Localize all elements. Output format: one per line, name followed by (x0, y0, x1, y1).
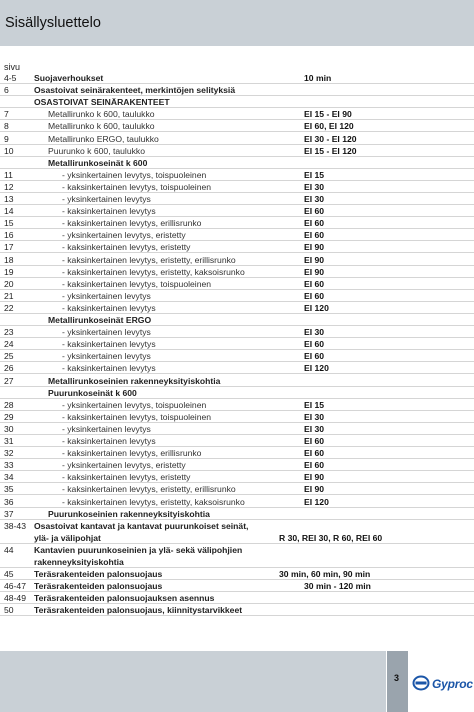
toc-page-number: 48-49 (4, 593, 26, 604)
toc-entry-rating: EI 30 (304, 423, 325, 434)
toc-row (0, 278, 474, 290)
toc-row (0, 362, 474, 374)
toc-row (0, 423, 474, 435)
toc-page-number: 44 (4, 544, 14, 555)
toc-row (0, 266, 474, 278)
toc-entry-title: - kaksinkertainen levytys, erillisrunko (62, 448, 202, 459)
toc-entry-rating: EI 60 (304, 460, 325, 471)
toc-entry-title: - kaksinkertainen levytys, eristetty, kaksoisrunko (62, 266, 245, 277)
toc-page-number: 36 (4, 496, 14, 507)
toc-entry-rating: EI 60 (304, 230, 325, 241)
toc-entry-title: - yksinkertainen levytys (62, 423, 151, 434)
toc-entry-rating: EI 15 (304, 169, 325, 180)
toc-page-number: 13 (4, 194, 14, 204)
page-title: Sisällysluettelo (5, 15, 101, 31)
toc-page-number: 21 (4, 290, 14, 301)
toc-page-number: 33 (4, 460, 14, 471)
toc-entry-title: - yksinkertainen levytys (62, 194, 151, 204)
toc-row (0, 205, 474, 217)
toc-entry-title: Metallirunko ERGO, taulukko (48, 133, 159, 144)
toc-entry-title: - yksinkertainen levytys, eristetty (62, 460, 186, 471)
toc-page-number: 11 (4, 169, 13, 180)
brand-logo (410, 651, 474, 712)
toc-entry-title: - yksinkertainen levytys, toispuoleinen (62, 169, 207, 180)
toc-page-number: 17 (4, 242, 14, 253)
toc-row (0, 193, 474, 205)
toc-entry-title: Metallirunkoseinät ERGO (48, 315, 152, 325)
toc-row (0, 532, 474, 544)
toc-entry-title: Metallirunkoseinät k 600 (48, 157, 148, 168)
toc-row (0, 471, 474, 483)
toc-page-number: 19 (4, 266, 14, 277)
toc-entry-title: - kaksinkertainen levytys (62, 206, 156, 217)
toc-entry-rating: EI 90 (304, 254, 325, 265)
toc-entry-title: - kaksinkertainen levytys, toispuoleinen (62, 411, 212, 422)
toc-page-number: 15 (4, 218, 14, 229)
toc-entry-rating: EI 15 - EI 120 (304, 145, 357, 156)
page-number: 3 (394, 673, 400, 683)
toc-row (0, 108, 474, 120)
toc-page-number: 4-5 (4, 73, 17, 83)
toc-page-number: 16 (4, 230, 14, 241)
toc-entry-rating: EI 60 (304, 351, 325, 362)
toc-entry-rating: EI 30 (304, 411, 325, 422)
toc-entry-title: Puurunkoseinien rakenneyksityiskohtia (48, 508, 210, 519)
toc-entry-rating: EI 120 (304, 302, 329, 313)
toc-row (0, 568, 474, 580)
toc-page-number: 26 (4, 363, 14, 374)
toc-entry-rating: EI 60 (304, 448, 325, 459)
toc-entry-rating: EI 90 (304, 266, 325, 277)
toc-entry-title: Puurunko k 600, taulukko (48, 145, 145, 156)
toc-entry-title: Suojaverhoukset (34, 73, 104, 83)
toc-page-number: 8 (4, 121, 9, 132)
toc-page-number: 50 (4, 605, 14, 616)
toc-page-number: 24 (4, 339, 14, 350)
toc-row (0, 604, 474, 616)
toc-row (0, 72, 474, 84)
header-bar (0, 0, 474, 46)
toc-row (0, 399, 474, 411)
toc-entry-rating: EI 90 (304, 472, 325, 483)
toc-entry-title: Kantavien puurunkoseinien ja ylä- sekä välipohjien (34, 544, 243, 555)
toc-row (0, 302, 474, 314)
toc-entry-title: - yksinkertainen levytys, eristetty (62, 230, 186, 241)
toc-row (0, 157, 474, 169)
toc-entry-title: - yksinkertainen levytys (62, 290, 151, 301)
toc-row (0, 84, 474, 96)
toc-row (0, 544, 474, 556)
toc-entry-title: rakenneyksityiskohtia (34, 557, 124, 567)
toc-page-number: 27 (4, 375, 14, 386)
toc-entry-rating: EI 60 (304, 436, 325, 446)
toc-row (0, 314, 474, 326)
toc-entry-rating: 30 min, 60 min, 90 min (279, 569, 371, 580)
toc-entry-rating: EI 30 (304, 181, 325, 192)
toc-page-number: 45 (4, 569, 14, 580)
toc-row (0, 496, 474, 508)
toc-page-number: 25 (4, 351, 14, 362)
toc-entry-title: - kaksinkertainen levytys, eristetty (62, 472, 191, 483)
toc-row (0, 217, 474, 229)
toc-entry-title: Osastoivat kantavat ja kantavat puurunkoiset seinät, (34, 520, 249, 531)
toc-entry-title: - kaksinkertainen levytys, erillisrunko (62, 218, 202, 229)
toc-entry-rating: EI 120 (304, 496, 329, 507)
toc-page-number: 31 (4, 436, 14, 446)
toc-page-number: 12 (4, 181, 14, 192)
toc-row (0, 387, 474, 399)
toc-row (0, 592, 474, 604)
toc-page-number: 18 (4, 254, 14, 265)
toc-row (0, 411, 474, 423)
toc-entry-title: - kaksinkertainen levytys, toispuoleinen (62, 181, 212, 192)
toc-row (0, 483, 474, 495)
toc-page-number: 6 (4, 85, 9, 96)
toc-row (0, 181, 474, 193)
toc-entry-title: Teräsrakenteiden palonsuojauksen asennus (34, 593, 215, 604)
toc-entry-title: Osastoivat seinärakenteet, merkintöjen selityksiä (34, 85, 236, 96)
toc-entry-title: - kaksinkertainen levytys (62, 302, 156, 313)
toc-page-number: 28 (4, 399, 14, 410)
toc-entry-rating: EI 30 (304, 194, 325, 204)
toc-page-number: 23 (4, 327, 14, 338)
toc-row (0, 229, 474, 241)
toc-row (0, 435, 474, 447)
toc-row (0, 459, 474, 471)
toc-page-number: 10 (4, 145, 14, 156)
toc-entry-title: - kaksinkertainen levytys, eristetty (62, 242, 191, 253)
toc-entry-rating: 30 min - 120 min (304, 581, 371, 592)
toc-entry-title: - yksinkertainen levytys (62, 327, 151, 338)
toc-entry-rating: EI 90 (304, 242, 325, 253)
page-number-badge (387, 651, 408, 712)
toc-entry-title: - yksinkertainen levytys (62, 351, 151, 362)
toc-page-number: 35 (4, 484, 14, 495)
toc-entry-rating: EI 15 (304, 399, 325, 410)
toc-page-number: 30 (4, 423, 14, 434)
toc-entry-title: - kaksinkertainen levytys, toispuoleinen (62, 278, 212, 289)
toc-entry-title: Metallirunko k 600, taulukko (48, 109, 155, 120)
toc-entry-title: - kaksinkertainen levytys (62, 363, 156, 374)
toc-page-number: 38-43 (4, 520, 26, 531)
logo-emblem-icon (412, 675, 430, 691)
toc-entry-title: Teräsrakenteiden palonsuojaus, kiinnitystarvikkeet (34, 605, 243, 616)
toc-entry-title: ylä- ja välipohjat (34, 532, 101, 543)
toc-page-number: 46-47 (4, 581, 26, 592)
toc-row (0, 580, 474, 592)
toc-page-number: 29 (4, 411, 14, 422)
toc-entry-title: Metallirunkoseinien rakenneyksityiskohtia (48, 375, 221, 386)
page-column-label: sivu (4, 62, 21, 72)
toc-entry-title: - kaksinkertainen levytys, eristetty, erillisrunko (62, 254, 236, 265)
brand-name: Gyproc (432, 677, 473, 691)
toc-row (0, 120, 474, 132)
toc-row (0, 508, 474, 520)
toc-entry-rating: 10 min (304, 73, 332, 83)
toc-entry-rating: EI 30 (304, 327, 325, 338)
footer-bar (0, 651, 386, 712)
toc-page-number: 14 (4, 206, 14, 217)
toc-entry-title: - kaksinkertainen levytys, eristetty, erillisrunko (62, 484, 236, 495)
toc-entry-rating: EI 90 (304, 484, 325, 495)
toc-entry-rating: EI 60 (304, 339, 325, 350)
toc-page-number: 37 (4, 508, 14, 519)
toc-row (0, 254, 474, 266)
toc-entry-rating: EI 60 (304, 218, 325, 229)
toc-entry-title: - yksinkertainen levytys, toispuoleinen (62, 399, 207, 410)
toc-entry-title: Teräsrakenteiden palonsuojaus (34, 569, 163, 580)
toc-row (0, 447, 474, 459)
toc-row (0, 145, 474, 157)
toc-page-number: 34 (4, 472, 14, 483)
toc-row (0, 338, 474, 350)
toc-entry-title: OSASTOIVAT SEINÄRAKENTEET (34, 97, 170, 108)
toc-row (0, 375, 474, 387)
toc-entry-title: - kaksinkertainen levytys (62, 339, 156, 350)
toc-page-number: 22 (4, 302, 14, 313)
toc-page-number: 32 (4, 448, 14, 459)
toc-entry-title: - kaksinkertainen levytys, eristetty, kaksoisrunko (62, 496, 245, 507)
toc-row (0, 133, 474, 145)
toc-row (0, 169, 474, 181)
toc-row (0, 241, 474, 253)
toc-page-number: 9 (4, 133, 9, 144)
toc-entry-rating: R 30, REI 30, R 60, REI 60 (279, 532, 383, 543)
toc-entry-title: Teräsrakenteiden palonsuojaus (34, 581, 163, 592)
toc-entry-rating: EI 120 (304, 363, 329, 374)
toc-row (0, 290, 474, 302)
toc-entry-rating: EI 15 - EI 90 (304, 109, 352, 120)
toc-entry-rating: EI 60, EI 120 (304, 121, 354, 132)
toc-row (0, 326, 474, 338)
toc-row (0, 520, 474, 532)
toc-entry-title: - kaksinkertainen levytys (62, 436, 156, 446)
toc-page-number: 7 (4, 109, 9, 120)
toc-entry-rating: EI 60 (304, 278, 325, 289)
toc-row (0, 96, 474, 108)
toc-entry-title: Metallirunko k 600, taulukko (48, 121, 155, 132)
toc-entry-rating: EI 60 (304, 206, 325, 217)
toc-row (0, 556, 474, 568)
toc-entry-title: Puurunkoseinät k 600 (48, 387, 137, 398)
toc-entry-rating: EI 60 (304, 290, 325, 301)
toc-entry-rating: EI 30 - EI 120 (304, 133, 357, 144)
toc-row (0, 350, 474, 362)
toc-page-number: 20 (4, 278, 14, 289)
